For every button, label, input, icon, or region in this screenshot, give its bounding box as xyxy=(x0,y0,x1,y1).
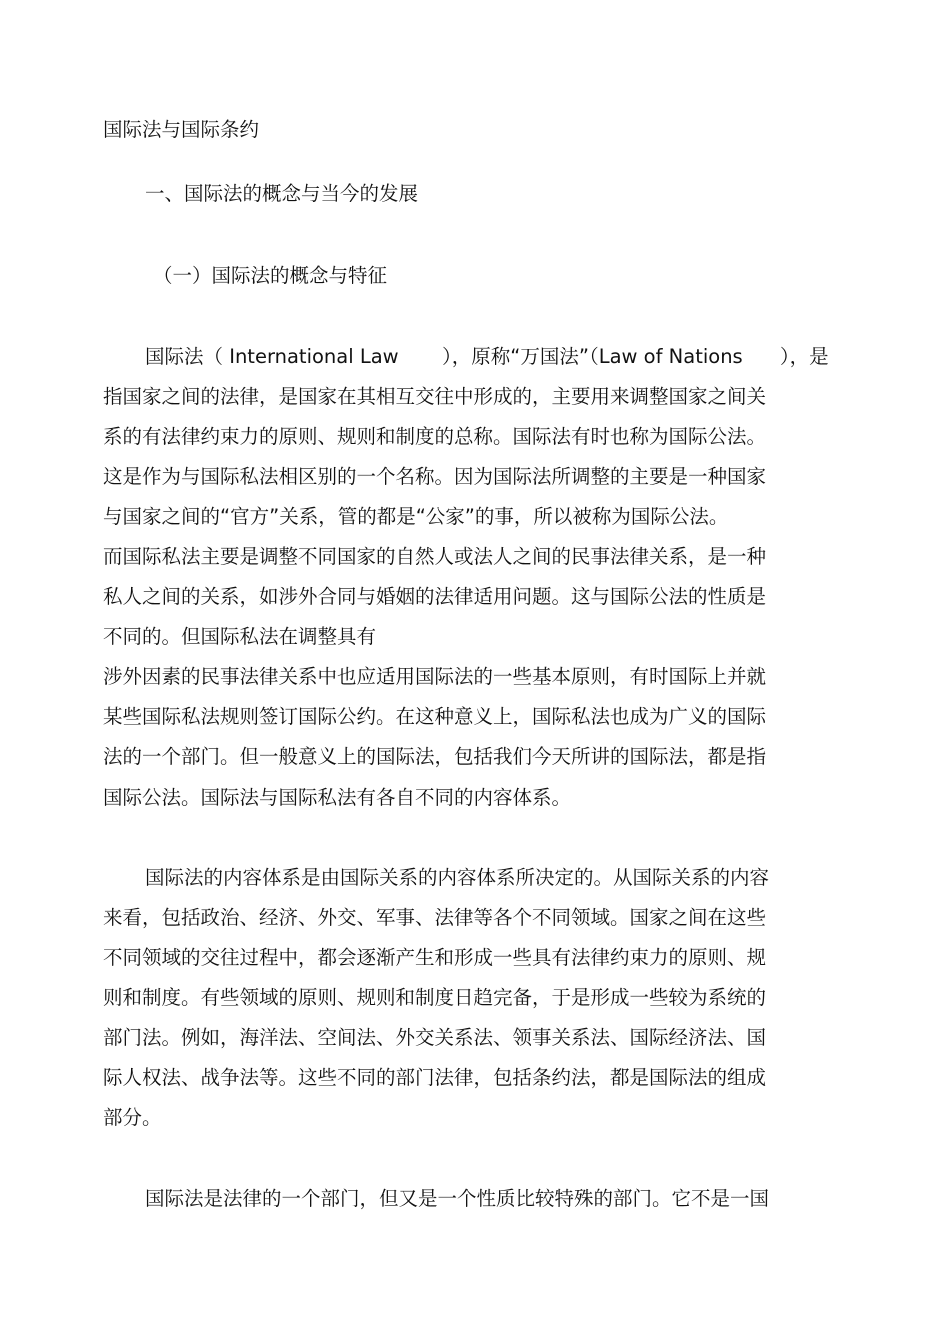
paragraph-line: 法的一个部门。但一般意义上的国际法，包括我们今天所讲的国际法，都是指 xyxy=(103,745,767,768)
paragraph-line: 部门法。例如，海洋法、空间法、外交关系法、领事关系法、国际经济法、国 xyxy=(103,1026,767,1049)
paragraph-line: 不同的。但国际私法在调整具有 xyxy=(103,625,377,648)
paragraph-line: 国际法（ International Law ），原称“万国法”（Law of Nations ），是 xyxy=(145,345,829,368)
subsection-heading: （一）国际法的概念与特征 xyxy=(153,264,388,287)
paragraph-line: 指国家之间的法律，是国家在其相互交往中形成的，主要用来调整国家之间关 xyxy=(103,385,767,408)
paragraph-line: 国际公法。国际法与国际私法有各自不同的内容体系。 xyxy=(103,786,572,809)
paragraph-line: 则和制度。有些领域的原则、规则和制度日趋完备，于是形成一些较为系统的 xyxy=(103,986,767,1009)
paragraph-line: 涉外因素的民事法律关系中也应适用国际法的一些基本原则，有时国际上并就 xyxy=(103,665,767,688)
paragraph-line: 这是作为与国际私法相区别的一个名称。因为国际法所调整的主要是一种国家 xyxy=(103,465,767,488)
paragraph-line: 部分。 xyxy=(103,1106,162,1129)
paragraph-line: 系的有法律约束力的原则、规则和制度的总称。国际法有时也称为国际公法。 xyxy=(103,425,767,448)
paragraph-line: 不同领域的交往过程中，都会逐渐产生和形成一些具有法律约束力的原则、规 xyxy=(103,946,767,969)
paragraph-line: 国际法是法律的一个部门，但又是一个性质比较特殊的部门。它不是一国 xyxy=(145,1187,770,1210)
paragraph-line: 私人之间的关系，如涉外合同与婚姻的法律适用问题。这与国际公法的性质是 xyxy=(103,585,767,608)
section-heading: 一、国际法的概念与当今的发展 xyxy=(145,182,419,205)
paragraph-line: 国际法的内容体系是由国际关系的内容体系所决定的。从国际关系的内容 xyxy=(145,866,770,889)
paragraph-line: 来看，包括政治、经济、外交、军事、法律等各个不同领域。国家之间在这些 xyxy=(103,906,767,929)
document-title: 国际法与国际条约 xyxy=(103,118,260,141)
paragraph-line: 而国际私法主要是调整不同国家的自然人或法人之间的民事法律关系，是一种 xyxy=(103,545,767,568)
paragraph-line: 与国家之间的“官方”关系，管的都是“公家”的事，所以被称为国际公法。 xyxy=(103,505,729,528)
paragraph-line: 际人权法、战争法等。这些不同的部门法律，包括条约法，都是国际法的组成 xyxy=(103,1066,767,1089)
paragraph-line: 某些国际私法规则签订国际公约。在这种意义上，国际私法也成为广义的国际 xyxy=(103,705,767,728)
